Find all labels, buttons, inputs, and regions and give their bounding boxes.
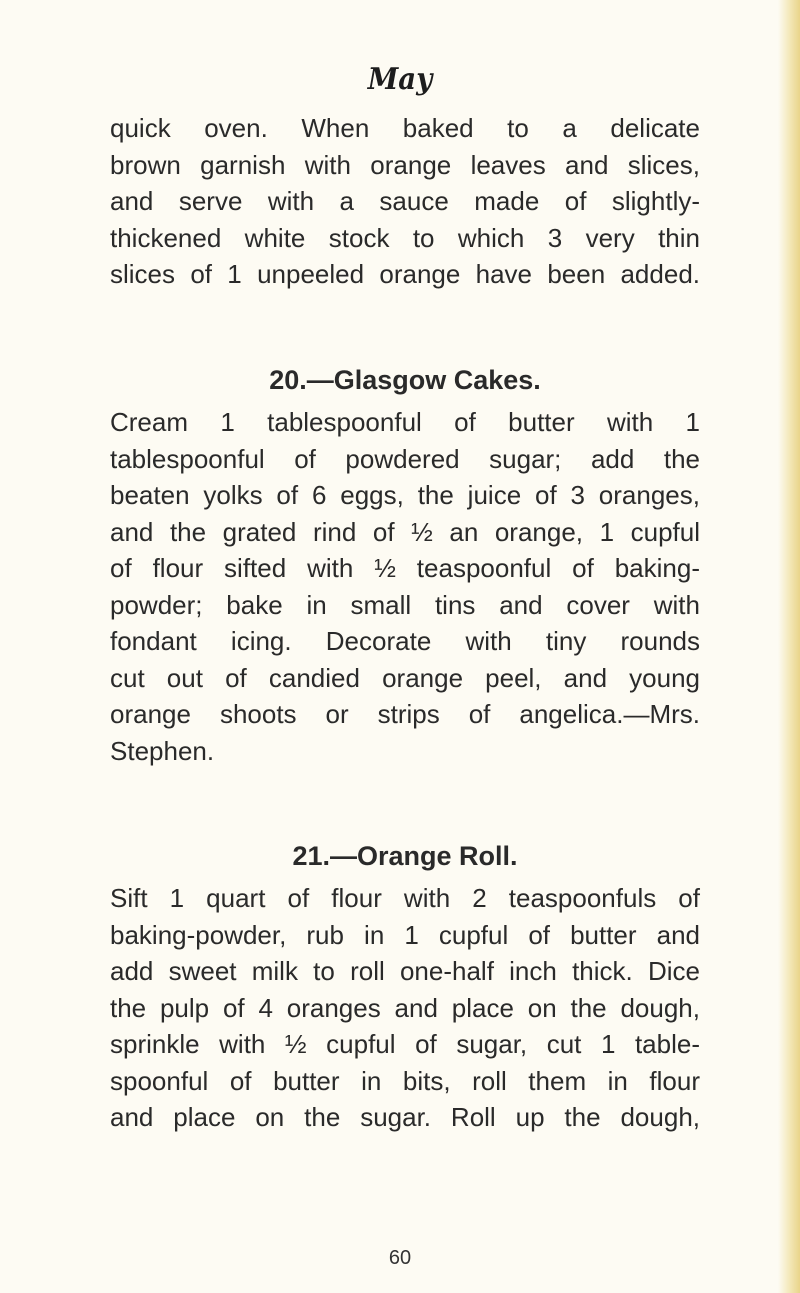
text-line: orange shoots or strips of angelica.—Mrs. [110,699,700,729]
text-line: slices of 1 unpeeled orange have been added. [110,259,700,289]
recipe-20-title: 20.—Glasgow Cakes. [269,365,541,395]
recipe-20-body [110,404,700,769]
text-line: and place on the sugar. Roll up the dough, [110,1102,700,1132]
text-line: quick oven. When baked to a delicate [110,113,700,143]
text-line: add sweet milk to roll one-half inch thick. Dice [110,956,700,986]
text-line: and serve with a sauce made of slightly- [110,186,700,216]
page-number: 60 [388,1247,412,1269]
text-line: Sift 1 quart of flour with 2 teaspoonfuls of [110,883,700,913]
text-line: beaten yolks of 6 eggs, the juice of 3 oranges, [110,480,700,510]
text-line: cut out of candied orange peel, and young [110,662,700,693]
text-line: tablespoonful of powdered sugar; add the [110,443,700,474]
text-line: fondant icing. Decorate with tiny rounds [110,626,700,656]
text-line: Stephen. [110,735,215,766]
text-line: and the grated rind of ½ an orange, 1 cupful [110,516,700,547]
recipe-21-body [110,880,700,1136]
text-line: spoonful of butter in bits, roll them in flour [110,1065,700,1096]
running-head: May [367,62,433,97]
text-line: the pulp of 4 oranges and place on the dough, [110,992,700,1023]
text-line: powder; bake in small tins and cover with [110,589,700,620]
recipe-21-title: 21.—Orange Roll. [292,841,518,871]
text-line: sprinkle with ½ cupful of sugar, cut 1 table- [110,1029,700,1059]
text-line: Cream 1 tablespoonful of butter with 1 [110,407,700,437]
text-line: baking-powder, rub in 1 cupful of butter and [110,919,700,950]
page-edge [778,0,800,1293]
text-line: brown garnish with orange leaves and slices, [110,149,700,180]
text-line: of flour sifted with ½ teaspoonful of baking- [110,553,700,583]
continuation-paragraph [110,110,700,293]
text-line: thickened white stock to which 3 very thin [110,222,700,253]
